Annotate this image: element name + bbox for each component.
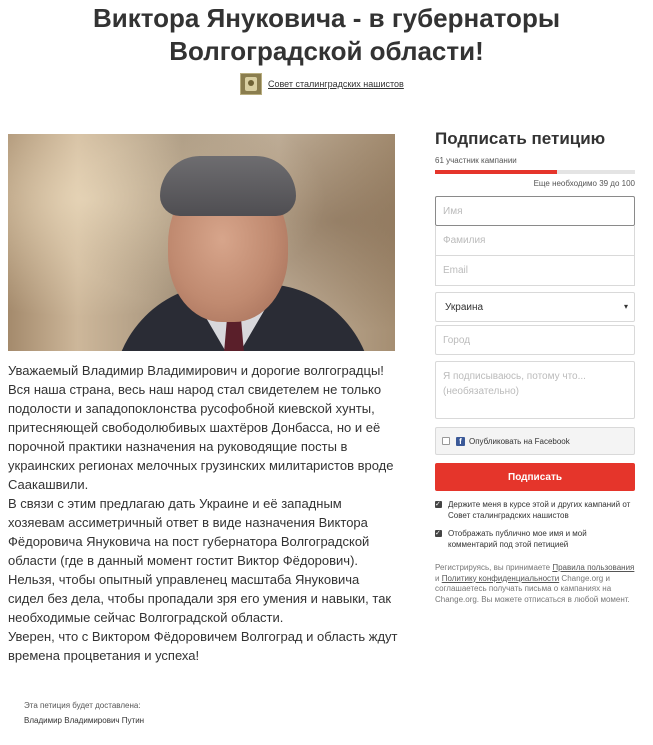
petition-title-line1: Виктора Януковича - в губернаторы bbox=[92, 3, 561, 33]
body-paragraph: Вся наша страна, весь наш народ стал свидетелем не только подолости и западопоклонства русофобной киевской хунты, притесняющей свободолюбивых шахтёров Донбасса, но и её порочной практики назначения на руководящие посты в украинских регионах мелочных грузинских милитаристов вроде Саакашвили. bbox=[8, 382, 394, 492]
legal-text: Регистрируясь, вы принимаете bbox=[435, 563, 553, 572]
updates-checkbox[interactable] bbox=[435, 501, 442, 508]
country-select[interactable] bbox=[435, 292, 635, 322]
email-input[interactable] bbox=[435, 256, 635, 286]
sign-button[interactable]: Подписать bbox=[435, 463, 635, 491]
signatures-needed: Еще необходимо 39 до 100 bbox=[533, 179, 635, 188]
first-name-input[interactable] bbox=[435, 196, 635, 226]
starter-name-link[interactable]: Совет сталинградских нашистов bbox=[268, 79, 404, 89]
form-title: Подписать петицию bbox=[435, 129, 606, 148]
petition-title bbox=[0, 2, 653, 68]
public-checkbox[interactable] bbox=[435, 530, 442, 537]
facebook-checkbox[interactable] bbox=[442, 437, 450, 445]
recipient-name: Владимир Владимирович Путин bbox=[24, 716, 145, 725]
public-option[interactable] bbox=[435, 528, 635, 550]
legal-text: Change.org и соглашаетесь получать письма о кампаниях на Change.org. Вы можете отписаться в любой момент. bbox=[435, 573, 630, 604]
privacy-link[interactable]: Политику конфиденциальности bbox=[441, 573, 560, 583]
updates-option[interactable] bbox=[435, 499, 635, 521]
terms-link[interactable]: Правила пользования bbox=[552, 563, 635, 572]
progress-bar-fill bbox=[435, 170, 557, 174]
sign-form bbox=[435, 128, 635, 605]
reason-textarea[interactable] bbox=[435, 361, 635, 419]
petition-photo bbox=[8, 134, 395, 351]
starter-avatar[interactable] bbox=[240, 73, 262, 95]
body-paragraph: Уважаемый Владимир Владимирович и дорогие волгоградцы! bbox=[8, 363, 384, 378]
last-name-input[interactable] bbox=[435, 226, 635, 256]
dropdown-arrow-icon: ▾ bbox=[623, 302, 628, 311]
legal-text: и bbox=[435, 573, 442, 583]
updates-label: Держите меня в курсе этой и других кампаний от Совет сталинградских нашистов bbox=[448, 500, 631, 520]
public-label: Отображать публично мое имя и мой комментарий под этой петицией bbox=[448, 529, 587, 549]
country-value: Украина bbox=[445, 301, 484, 313]
progress-bar bbox=[435, 170, 635, 174]
delivered-label: Эта петиция будет доставлена: bbox=[24, 701, 141, 710]
city-input[interactable] bbox=[435, 325, 635, 355]
petition-title-line2: Волгоградской области! bbox=[169, 36, 484, 66]
legal-notice bbox=[435, 563, 635, 605]
body-paragraph: В связи с этим предлагаю дать Украине и её западным хозяевам ассиметричный ответ в виде назначения Виктора Фёдоровича Януковича на пост губернатора Волгоградской области (где в данный момент гостит Виктор Фёдорович). bbox=[8, 496, 370, 568]
petition-body bbox=[8, 361, 398, 665]
facebook-icon: f bbox=[456, 437, 465, 446]
facebook-share-option[interactable] bbox=[435, 427, 635, 455]
petition-starter[interactable] bbox=[240, 73, 404, 95]
facebook-label: Опубликовать на Facebook bbox=[469, 436, 570, 446]
body-paragraph: Нельзя, чтобы опытный управленец масштаба Януковича сидел без дела, чтобы пропадали зря его умения и навыки, так необходимые сейчас Волгоградской области. bbox=[8, 572, 392, 625]
supporters-count: 61 участник кампании bbox=[435, 156, 517, 165]
body-paragraph: Уверен, что с Виктором Фёдоровичем Волгоград и область ждут времена процветания и успеха! bbox=[8, 629, 398, 663]
